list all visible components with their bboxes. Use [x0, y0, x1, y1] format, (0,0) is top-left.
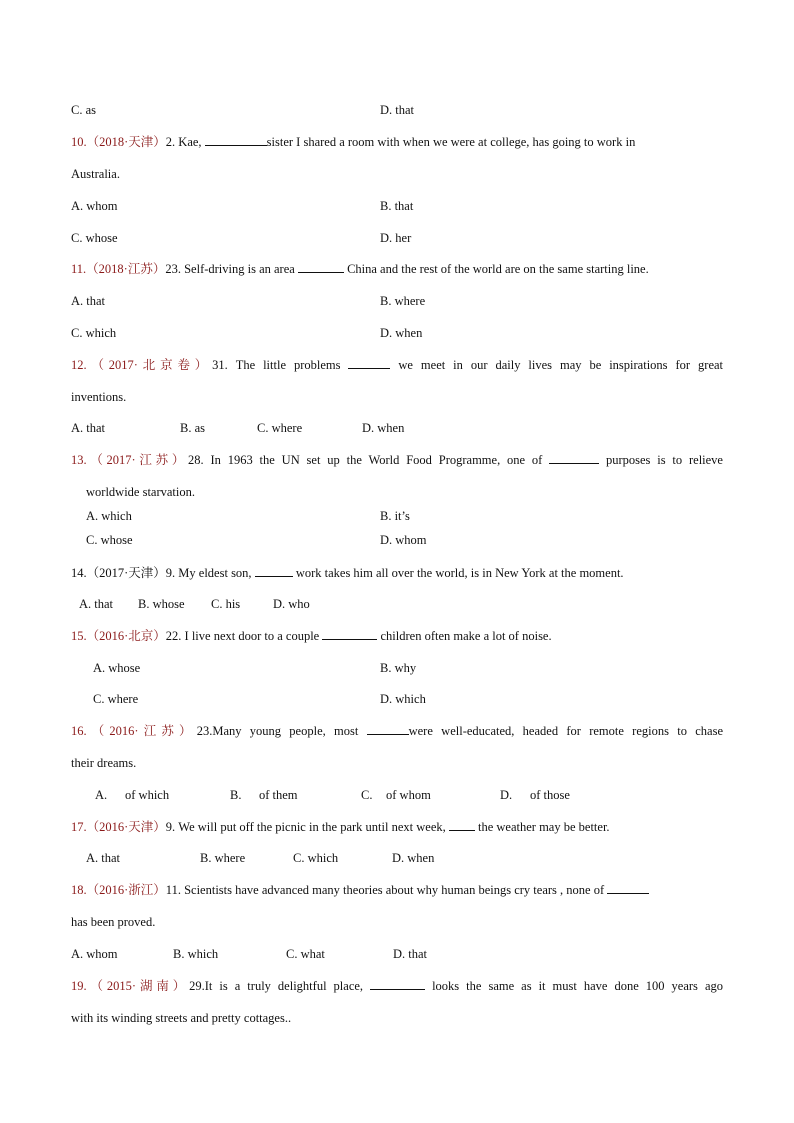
q14-option-c: C. his: [211, 597, 241, 611]
answer-blank[interactable]: [370, 978, 425, 990]
q12-option-d: D. when: [362, 421, 405, 435]
q16-option-b-letter: B.: [230, 788, 242, 802]
q18-number: 18.: [71, 883, 87, 897]
q12-text-a: 31. The little problems: [212, 358, 349, 372]
q11-option-d: D. when: [380, 326, 423, 340]
answer-blank[interactable]: [348, 357, 390, 369]
q18-text-a: 11. Scientists have advanced many theories about why human beings cry tears , none of: [165, 883, 608, 897]
q14-number: 14.: [71, 566, 87, 580]
q17-option-c: C. which: [293, 851, 339, 865]
q11-text-b: China and the rest of the world are on the same starting line.: [343, 262, 649, 276]
answer-blank[interactable]: [255, 565, 293, 577]
q15-stem: [71, 628, 552, 644]
q16-source: （2016·江苏）: [86, 724, 197, 738]
q18-option-a: A. whom: [71, 947, 118, 961]
answer-blank[interactable]: [322, 628, 377, 640]
answer-blank[interactable]: [367, 723, 409, 735]
q16-stem: [71, 723, 723, 739]
q11-number: 11.: [71, 262, 87, 276]
q16-number: 16.: [71, 724, 87, 738]
q12-number: 12.: [71, 358, 87, 372]
q19-continuation: with its winding streets and pretty cottages..: [71, 1011, 292, 1025]
q18-stem: [71, 882, 649, 898]
q16-option-c-letter: C.: [361, 788, 373, 802]
q10-continuation: Australia.: [71, 167, 120, 181]
q11-option-a: A. that: [71, 294, 106, 308]
q13-stem: [71, 452, 723, 468]
q15-option-a: A. whose: [93, 661, 141, 675]
q15-option-b: B. why: [380, 661, 417, 675]
q14-source: （2017·天津）: [86, 566, 166, 580]
q17-option-d: D. when: [392, 851, 435, 865]
q13-option-c: C. whose: [86, 533, 133, 547]
q10-source: （2018·天津）: [86, 135, 166, 149]
q12-option-c: C. where: [257, 421, 303, 435]
q15-source: （2016·北京）: [86, 629, 166, 643]
q9-option-d: D. that: [380, 103, 415, 117]
q14-option-d: D. who: [273, 597, 310, 611]
q14-option-a: A. that: [79, 597, 114, 611]
q12-text-b: we meet in our daily lives may be inspirations for great: [390, 358, 724, 372]
q16-option-a: of which: [125, 788, 170, 802]
q18-option-d: D. that: [393, 947, 428, 961]
q17-stem: [71, 819, 610, 835]
q10-text-a: 2. Kae,: [165, 135, 205, 149]
q13-option-d: D. whom: [380, 533, 427, 547]
answer-blank[interactable]: [205, 134, 267, 146]
q12-source: （2017·北京卷）: [86, 358, 213, 372]
q15-number: 15.: [71, 629, 87, 643]
q15-option-d: D. which: [380, 692, 426, 706]
q11-option-b: B. where: [380, 294, 426, 308]
q11-source: （2018·江苏）: [86, 262, 166, 276]
q16-text-a: 23.Many young people, most: [196, 724, 367, 738]
q18-continuation: has been proved.: [71, 915, 156, 929]
q10-option-b: B. that: [380, 199, 414, 213]
q16-option-d-letter: D.: [500, 788, 513, 802]
q15-option-c: C. where: [93, 692, 139, 706]
q13-option-b: B. it’s: [380, 509, 410, 523]
q11-stem: [71, 261, 649, 277]
q13-continuation: worldwide starvation.: [86, 485, 196, 499]
answer-blank[interactable]: [449, 819, 475, 831]
q11-option-c: C. which: [71, 326, 117, 340]
q10-option-c: C. whose: [71, 231, 118, 245]
q18-option-b: B. which: [173, 947, 219, 961]
q13-text-b: purposes is to relieve: [599, 453, 723, 467]
q13-option-a: A. which: [86, 509, 132, 523]
q16-option-c: of whom: [386, 788, 431, 802]
q15-text-a: 22. I live next door to a couple: [165, 629, 323, 643]
q14-text-b: work takes him all over the world, is in New York at the moment.: [292, 566, 624, 580]
q16-continuation: their dreams.: [71, 756, 137, 770]
q14-text-a: 9. My eldest son,: [165, 566, 255, 580]
q14-stem: [71, 565, 624, 581]
q15-text-b: children often make a lot of noise.: [377, 629, 552, 643]
q14-option-b: B. whose: [138, 597, 185, 611]
q16-option-d: of those: [530, 788, 570, 802]
q17-option-b: B. where: [200, 851, 246, 865]
answer-blank[interactable]: [298, 261, 344, 273]
q13-source: （2017·江苏）: [86, 453, 189, 467]
q19-stem: [71, 978, 723, 994]
q17-source: （2016·天津）: [86, 820, 166, 834]
q9-option-c: C. as: [71, 103, 96, 117]
q17-option-a: A. that: [86, 851, 121, 865]
q12-continuation: inventions.: [71, 390, 127, 404]
q10-option-a: A. whom: [71, 199, 118, 213]
q18-option-c: C. what: [286, 947, 325, 961]
q16-text-b: were well-educated, headed for remote regions to chase: [408, 724, 724, 738]
q19-text-b: looks the same as it must have done 100 years ago: [425, 979, 723, 993]
q12-option-b: B. as: [180, 421, 205, 435]
q10-stem: [71, 134, 635, 150]
q12-option-a: A. that: [71, 421, 106, 435]
q10-number: 10.: [71, 135, 87, 149]
q18-source: （2016·浙江）: [86, 883, 166, 897]
q17-text-b: the weather may be better.: [474, 820, 610, 834]
q17-number: 17.: [71, 820, 87, 834]
answer-blank[interactable]: [607, 882, 649, 894]
q13-number: 13.: [71, 453, 87, 467]
q16-option-a-letter: A.: [95, 788, 108, 802]
q11-text-a: 23. Self-driving is an area: [165, 262, 298, 276]
q19-text-a: 29.It is a truly delightful place,: [189, 979, 371, 993]
q13-text-a: 28. In 1963 the UN set up the World Food Programme, one of: [188, 453, 550, 467]
answer-blank[interactable]: [549, 452, 599, 464]
q16-option-b: of them: [259, 788, 298, 802]
q10-text-b: sister I shared a room with when we were at college, has going to work in: [266, 135, 636, 149]
q17-text-a: 9. We will put off the picnic in the park until next week,: [165, 820, 449, 834]
q19-number: 19.: [71, 979, 87, 993]
q12-stem: [71, 357, 723, 373]
q10-option-d: D. her: [380, 231, 412, 245]
q19-source: （2015·湖南）: [86, 979, 190, 993]
